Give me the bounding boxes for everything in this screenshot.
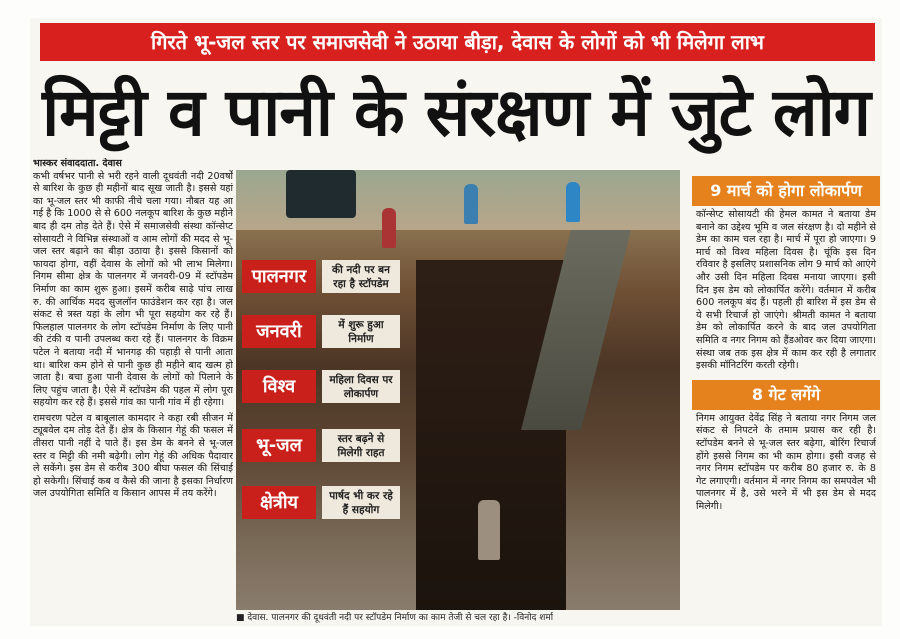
fact-label: क्षेत्रीय — [242, 486, 316, 519]
left-column — [33, 158, 233, 628]
inauguration-text: कॉन्सेप्ट सोसायटी की हेमल कामत ने बताया डेम बनाने का उद्देश्य भूमि व जल संरक्षण है। दो महीने से डेम का काम चल रहा है। मार्च में पूरा हो जाएगा। 9 मार्च को विश्व महिला दिवस है। चूंकि इस दिन रविवार है इसलिए प्रशासनिक लोग 9 मार्च को आएंगे और उसी दिन महिला दिवस मनाया जाएगा। इसी दिन इस डेम को लोकार्पित करेंगे। वर्तमान में करीब 600 नलकूप बंद हैं। पहली ही बारिश में इस डेम से ये सभी रिचार्ज हो जाएंगे। श्रीमती कामत ने बताया डेम को लोकार्पित करने के बाद जल उपयोगिता समिति व नगर निगम को हैंडओवर कर दिया जाएगा। संस्था जब तक इस क्षेत्र में काम कर रही है लगातार इसकी मॉनिटरिंग करती रहेगी। — [696, 209, 876, 372]
fact-label: विश्व — [242, 370, 316, 403]
fact-text: पार्षद भी कर रहे हैं सहयोग — [322, 486, 400, 519]
fact-text: की नदी पर बन रहा है स्टॉपडेम — [322, 260, 400, 293]
photo-worker — [478, 500, 500, 560]
fact-text: महिला दिवस पर लोकार्पण — [322, 370, 400, 403]
fact-text: स्तर बढ़ने से मिलेगी राहत — [322, 429, 400, 462]
fact-label: पालनगर — [242, 260, 316, 293]
photo-worker — [566, 182, 580, 222]
fact-label: जनवरी — [242, 315, 316, 348]
paragraph-1: कभी वर्षभर पानी से भरी रहने वाली दूधवंती नदी 20वर्षों से बारिश के कुछ ही महीनों बाद सूख जाती है। इससे यहां का भू-जल स्तर भी काफी नीचे चला गया। नौबत यह आ गई है कि 1000 से से 600 नलकूप बारिश के कुछ महीने बाद ही दम तोड़ देते हैं। ऐसे में समाजसेवी संस्था कॉन्सेप्ट सोसायटी ने विभिन्न संस्थाओं व आम लोगों की मदद से भू-जल स्तर बढ़ाने का बीड़ा उठाया है। इससे किसानों को फायदा होगा, वहीं देवास के लोगों को भी लाभ मिलेगा।निगम सीमा क्षेत्र के पालनगर में जनवरी-09 में स्टॉपडेम निर्माण का काम शुरू हुआ। इसमें करीब साढ़े पांच लाख रु. की आर्थिक मदद सुजलॉन फाउंडेशन कर रहा है। जल संकट से त्रस्त यहां के लोग भी पूरा सहयोग कर रहे हैं। फिलहाल पालनगर के लोग स्टॉपडेम निर्माण के लिए पानी की टंकी व पानी उपलब्ध करा रहे हैं। पालनगर के विक्रम पटेल ने बताया नदी में भानगढ़ की पहाड़ी से पानी आता था। बारिश कम होने से पानी कुछ ही महीने बाद खत्म हो जाता है। बचा हुआ पानी देवास के लोगों को पिलाने के लिए पहुंच जाता है। ऐसे में स्टॉपडेम की पहल में लोग पूरा सहयोग कर रहे हैं। इससे गांव का पानी गांव में ही रहेगा। — [33, 170, 233, 409]
headline: मिट्टी व पानी के संरक्षण में जुटे लोग — [42, 74, 870, 151]
kicker-banner: गिरते भू-जल स्तर पर समाजसेवी ने उठाया बीड़ा, देवास के लोगों को भी मिलेगा लाभ — [40, 23, 875, 61]
newspaper-clipping — [30, 18, 882, 626]
paragraph-2: रामचरण पटेल व बाबूलाल कामदार ने कहा रबी सीजन में ट्यूबवेल दम तोड़ देते हैं। क्षेत्र के किसान गेहूं की फसल में तीसरा पानी नहीं दे पाते हैं। इस डेम के बनने से भू-जल स्तर व मिट्टी की नमी बढ़ेगी। लोग गेहूं की अधिक पैदावार ले सकेंगे। इस डेम से करीब 300 बीघा फसल की सिंचाई हो सकेगी। सिंचाई कब व कैसे की जाना है इसका निर्धारण जल उपयोगिता समिति व किसान आपस में तय करेंगे। — [33, 412, 233, 500]
subhead-inauguration: 9 मार्च को होगा लोकार्पण — [692, 176, 880, 206]
photo-worker — [464, 184, 478, 224]
byline: भास्कर संवाददाता. देवास — [33, 158, 122, 169]
fact-text: में शुरू हुआ निर्माण — [322, 315, 400, 348]
photo-water-tank — [286, 170, 356, 218]
right-column — [692, 176, 880, 626]
photo-worker — [382, 208, 396, 248]
subhead-gates: 8 गेट लगेंगे — [692, 380, 880, 410]
fact-label: भू-जल — [242, 429, 316, 462]
stopdam-photo — [236, 170, 680, 610]
gates-text: निगम आयुक्त देवेंद्र सिंह ने बताया नगर निगम जल संकट से निपटने के तमाम प्रयास कर रही है। स्टॉपडेम बनने से भू-जल स्तर बढ़ेगा, बोरिंग रिचार्ज होंगे इससे निगम का भी काम होगा। इसी वजह से नगर निगम स्टॉपडेम पर करीब 80 हजार रु. के 8 गेट लगाएगी। वर्तमान में नगर निगम का समपवेल भी पालनगर में है, उसे भरने में भी इस डेम से मदद मिलेगी। — [696, 412, 876, 512]
photo-caption: ■ देवास. पालनगर की दूधवंती नदी पर स्टॉपडेम निर्माण का काम तेजी से चल रहा है। -विनोद शर्मा — [236, 613, 554, 623]
